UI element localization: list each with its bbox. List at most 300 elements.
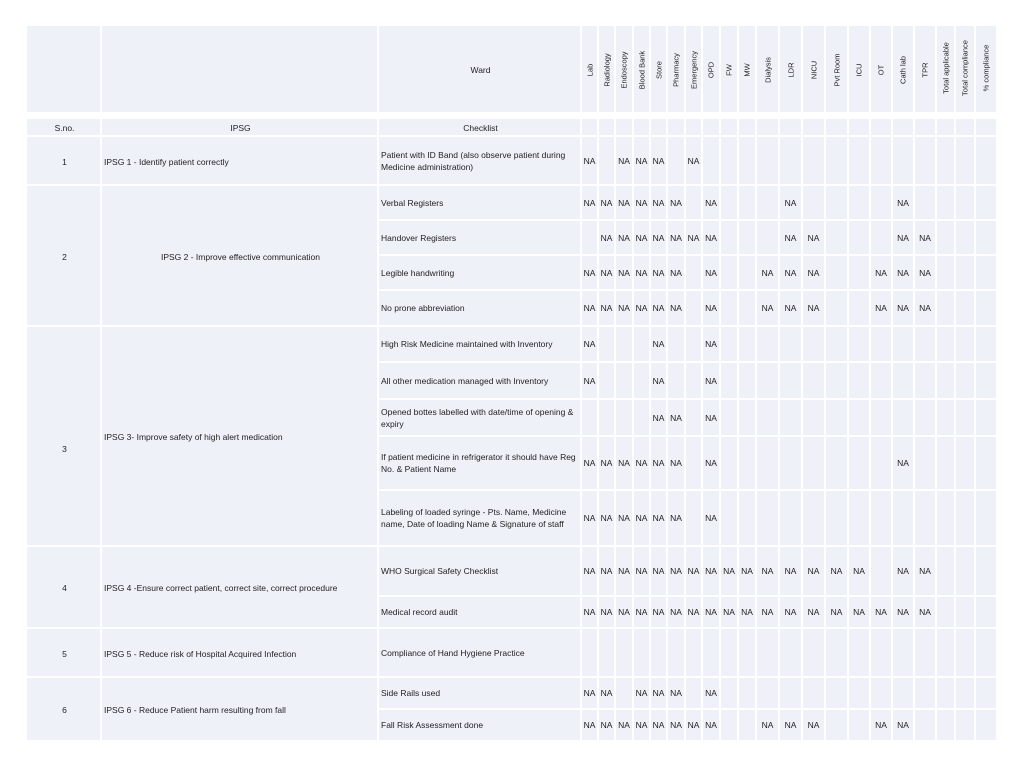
table-cell xyxy=(826,119,847,135)
table-cell xyxy=(803,363,824,398)
table-cell xyxy=(739,710,755,740)
table-cell xyxy=(956,327,974,361)
na-mark: NA xyxy=(652,458,665,468)
sno-value: 1 xyxy=(62,156,67,167)
table-cell xyxy=(871,186,891,219)
na-mark: NA xyxy=(687,566,700,576)
table-cell xyxy=(739,327,755,361)
na-mark: NA xyxy=(670,303,682,313)
table-cell xyxy=(739,256,755,289)
ward-column-header: Store xyxy=(654,61,663,79)
table-cell xyxy=(826,363,847,398)
table-cell xyxy=(721,491,737,545)
na-mark: NA xyxy=(761,607,774,617)
na-mark: NA xyxy=(919,267,931,278)
na-mark: NA xyxy=(897,197,909,208)
table-cell xyxy=(616,400,632,435)
checklist-item: Fall Risk Assessment done xyxy=(381,720,484,730)
table-cell xyxy=(634,119,649,135)
na-mark: NA xyxy=(635,607,648,617)
na-mark: NA xyxy=(618,232,630,243)
table-cell xyxy=(686,363,701,398)
na-mark: NA xyxy=(784,607,797,617)
na-mark: NA xyxy=(853,607,865,617)
table-cell xyxy=(686,327,701,361)
ward-column-header: Lab xyxy=(585,63,594,77)
table-cell xyxy=(686,186,701,219)
ipsg-header: IPSG xyxy=(230,123,251,133)
table-cell xyxy=(849,186,869,219)
sno-value: 4 xyxy=(62,583,67,593)
table-cell xyxy=(826,710,847,740)
checklist-item: Verbal Registers xyxy=(381,197,444,208)
table-cell xyxy=(956,186,974,219)
ward-column-header: Blood Bank xyxy=(637,50,646,90)
table-cell xyxy=(721,629,737,676)
table-cell xyxy=(956,678,974,708)
table-cell xyxy=(686,491,701,545)
table-cell xyxy=(849,400,869,435)
na-mark: NA xyxy=(784,720,797,730)
na-mark: NA xyxy=(583,339,596,349)
table-cell xyxy=(780,119,801,135)
table-cell xyxy=(780,437,801,489)
table-cell xyxy=(826,186,847,219)
table-cell xyxy=(976,221,996,254)
table-cell xyxy=(582,119,597,135)
table-cell xyxy=(803,327,824,361)
na-mark: NA xyxy=(705,303,717,313)
table-cell xyxy=(703,137,719,184)
table-cell xyxy=(915,363,935,398)
table-cell xyxy=(686,291,701,325)
table-cell xyxy=(915,400,935,435)
na-mark: NA xyxy=(618,513,630,523)
table-cell xyxy=(668,327,684,361)
table-cell xyxy=(937,629,954,676)
table-cell xyxy=(937,221,954,254)
na-mark: NA xyxy=(853,566,865,576)
na-mark: NA xyxy=(618,458,630,468)
table-cell xyxy=(893,629,913,676)
ipsg-name: IPSG 5 - Reduce risk of Hospital Acquired Infection xyxy=(104,648,297,659)
table-cell xyxy=(634,629,649,676)
table-cell xyxy=(976,547,996,595)
na-mark: NA xyxy=(705,197,717,208)
ipsg-name: IPSG 4 -Ensure correct patient, correct site, correct procedure xyxy=(104,583,338,593)
table-cell xyxy=(849,363,869,398)
table-cell xyxy=(849,678,869,708)
table-cell xyxy=(871,547,891,595)
na-mark: NA xyxy=(635,303,648,313)
na-mark: NA xyxy=(652,566,665,576)
table-cell xyxy=(893,678,913,708)
table-cell xyxy=(871,629,891,676)
na-mark: NA xyxy=(875,607,887,617)
table-cell xyxy=(757,327,778,361)
na-mark: NA xyxy=(652,513,665,523)
table-cell xyxy=(915,327,935,361)
table-cell xyxy=(616,678,632,708)
na-mark: NA xyxy=(618,155,630,166)
na-mark: NA xyxy=(670,688,682,698)
na-mark: NA xyxy=(723,566,735,576)
na-mark: NA xyxy=(652,375,665,386)
na-mark: NA xyxy=(583,155,596,166)
table-cell xyxy=(686,629,701,676)
table-cell xyxy=(739,137,755,184)
na-mark: NA xyxy=(705,267,717,278)
table-cell xyxy=(739,629,755,676)
ward-header: Ward xyxy=(470,65,491,75)
table-cell xyxy=(976,491,996,545)
table-cell xyxy=(976,119,996,135)
na-mark: NA xyxy=(635,513,648,523)
table-cell xyxy=(826,400,847,435)
na-mark: NA xyxy=(635,566,648,576)
table-cell xyxy=(937,678,954,708)
na-mark: NA xyxy=(705,688,717,698)
na-mark: NA xyxy=(919,607,931,617)
table-cell xyxy=(721,256,737,289)
checklist-item: No prone abbreviation xyxy=(381,303,465,313)
na-mark: NA xyxy=(919,232,931,243)
table-cell xyxy=(651,119,666,135)
table-cell xyxy=(721,400,737,435)
na-mark: NA xyxy=(807,566,820,576)
na-mark: NA xyxy=(670,267,682,278)
na-mark: NA xyxy=(652,155,665,166)
table-cell xyxy=(956,256,974,289)
table-cell xyxy=(780,491,801,545)
sno-value: 5 xyxy=(62,648,67,659)
table-cell xyxy=(893,327,913,361)
na-mark: NA xyxy=(761,267,774,278)
table-cell xyxy=(976,256,996,289)
table-cell xyxy=(976,363,996,398)
na-mark: NA xyxy=(600,607,613,617)
na-mark: NA xyxy=(583,566,596,576)
table-cell xyxy=(956,437,974,489)
na-mark: NA xyxy=(705,232,717,243)
table-cell xyxy=(849,629,869,676)
table-cell xyxy=(915,678,935,708)
table-cell xyxy=(582,221,597,254)
na-mark: NA xyxy=(705,339,717,349)
table-cell xyxy=(937,363,954,398)
table-cell xyxy=(582,629,597,676)
table-cell xyxy=(956,547,974,595)
na-mark: NA xyxy=(723,607,735,617)
table-cell xyxy=(721,710,737,740)
na-mark: NA xyxy=(705,412,717,423)
checklist-item: Legible handwriting xyxy=(381,267,455,278)
table-cell xyxy=(599,137,614,184)
na-mark: NA xyxy=(875,720,887,730)
table-cell xyxy=(721,221,737,254)
na-mark: NA xyxy=(652,688,665,698)
table-cell xyxy=(937,291,954,325)
table-cell xyxy=(739,186,755,219)
ward-column-header: TPR xyxy=(920,62,930,78)
table-cell xyxy=(757,137,778,184)
na-mark: NA xyxy=(670,720,682,730)
table-cell xyxy=(976,186,996,219)
ward-column-header: Total compliance xyxy=(960,40,970,96)
table-cell xyxy=(651,629,666,676)
table-cell xyxy=(634,400,649,435)
table-cell xyxy=(937,327,954,361)
table-cell xyxy=(915,491,935,545)
na-mark: NA xyxy=(784,303,797,313)
ward-column-header: % compliance xyxy=(981,44,991,92)
na-mark: NA xyxy=(583,197,596,208)
table-cell xyxy=(757,221,778,254)
table-cell xyxy=(599,629,614,676)
ward-column-header: OPD xyxy=(706,61,716,79)
table-cell xyxy=(803,137,824,184)
table-cell xyxy=(634,363,649,398)
ward-column-header: Cath lab xyxy=(898,56,908,84)
na-mark: NA xyxy=(687,155,700,166)
table-cell xyxy=(616,119,632,135)
table-cell xyxy=(915,629,935,676)
checklist-item: Medical record audit xyxy=(381,607,458,617)
na-mark: NA xyxy=(652,412,665,423)
table-cell xyxy=(668,629,684,676)
table-cell xyxy=(721,186,737,219)
table-cell xyxy=(937,710,954,740)
ward-column-header: NICU xyxy=(809,60,818,80)
na-mark: NA xyxy=(897,607,909,617)
table-cell xyxy=(739,400,755,435)
table-cell xyxy=(582,400,597,435)
table-cell xyxy=(937,186,954,219)
na-mark: NA xyxy=(897,303,909,313)
na-mark: NA xyxy=(761,303,774,313)
na-mark: NA xyxy=(807,607,820,617)
ward-column-header: MW xyxy=(742,63,752,77)
table-cell xyxy=(956,363,974,398)
table-cell xyxy=(780,363,801,398)
table-cell xyxy=(599,327,614,361)
na-mark: NA xyxy=(583,375,596,386)
na-mark: NA xyxy=(600,688,613,698)
table-cell xyxy=(721,291,737,325)
table-cell xyxy=(871,327,891,361)
table-cell xyxy=(871,400,891,435)
table-cell xyxy=(937,256,954,289)
table-cell xyxy=(976,710,996,740)
table-cell xyxy=(780,678,801,708)
na-mark: NA xyxy=(583,267,596,278)
table-cell xyxy=(956,491,974,545)
na-mark: NA xyxy=(897,458,909,468)
table-cell xyxy=(937,400,954,435)
table-cell xyxy=(956,597,974,627)
checklist-item: If patient medicine in refrigerator it should have Reg No. & Patient Name xyxy=(381,452,576,474)
na-mark: NA xyxy=(618,267,630,278)
table-cell xyxy=(893,491,913,545)
na-mark: NA xyxy=(807,720,820,730)
na-mark: NA xyxy=(618,303,630,313)
na-mark: NA xyxy=(761,720,774,730)
table-cell xyxy=(915,186,935,219)
table-cell xyxy=(721,363,737,398)
ipsg-name: IPSG 6 - Reduce Patient harm resulting from fall xyxy=(104,705,286,715)
table-cell xyxy=(721,119,737,135)
na-mark: NA xyxy=(670,607,682,617)
table-cell xyxy=(686,256,701,289)
table-cell xyxy=(686,119,701,135)
ward-column-header: OT xyxy=(876,64,886,76)
table-cell xyxy=(849,137,869,184)
na-mark: NA xyxy=(687,720,700,730)
table-cell xyxy=(893,363,913,398)
table-cell xyxy=(976,678,996,708)
na-mark: NA xyxy=(897,720,909,730)
table-cell xyxy=(803,186,824,219)
na-mark: NA xyxy=(784,566,797,576)
table-cell xyxy=(739,491,755,545)
table-cell xyxy=(739,678,755,708)
table-cell xyxy=(826,327,847,361)
na-mark: NA xyxy=(830,607,843,617)
ward-column-header: Emergency xyxy=(689,51,698,89)
table-cell xyxy=(976,137,996,184)
table-cell xyxy=(668,119,684,135)
table-cell xyxy=(803,437,824,489)
table-cell xyxy=(826,491,847,545)
table-cell xyxy=(757,629,778,676)
table-cell xyxy=(893,137,913,184)
na-mark: NA xyxy=(583,607,596,617)
na-mark: NA xyxy=(807,303,820,313)
na-mark: NA xyxy=(919,566,931,576)
table-cell xyxy=(703,629,719,676)
table-cell xyxy=(976,629,996,676)
table-cell xyxy=(757,400,778,435)
ward-column-header: Pharmacy xyxy=(671,53,681,87)
table-cell xyxy=(757,363,778,398)
na-mark: NA xyxy=(687,607,700,617)
na-mark: NA xyxy=(600,566,613,576)
table-cell xyxy=(780,137,801,184)
table-cell xyxy=(739,119,755,135)
na-mark: NA xyxy=(635,720,648,730)
ward-column-header: LDR xyxy=(786,62,795,78)
table-cell xyxy=(803,678,824,708)
table-cell xyxy=(915,119,935,135)
table-cell xyxy=(826,137,847,184)
table-cell xyxy=(616,629,632,676)
table-cell xyxy=(871,137,891,184)
na-mark: NA xyxy=(600,513,613,523)
table-cell xyxy=(739,437,755,489)
na-mark: NA xyxy=(652,232,665,243)
sno-value: 6 xyxy=(62,705,67,715)
table-cell xyxy=(849,256,869,289)
table-cell xyxy=(871,678,891,708)
na-mark: NA xyxy=(600,197,613,208)
table-cell xyxy=(780,629,801,676)
table-cell xyxy=(27,26,100,112)
table-cell xyxy=(937,119,954,135)
table-cell xyxy=(803,119,824,135)
table-cell xyxy=(871,491,891,545)
na-mark: NA xyxy=(583,458,596,468)
checklist-item: High Risk Medicine maintained with Inventory xyxy=(381,339,553,349)
na-mark: NA xyxy=(705,720,717,730)
checklist-header: Checklist xyxy=(463,123,498,133)
table-cell xyxy=(721,137,737,184)
na-mark: NA xyxy=(670,232,682,243)
table-cell xyxy=(757,437,778,489)
table-cell xyxy=(976,400,996,435)
table-cell xyxy=(757,678,778,708)
table-cell xyxy=(721,437,737,489)
na-mark: NA xyxy=(600,232,613,243)
table-cell xyxy=(937,437,954,489)
na-mark: NA xyxy=(600,303,613,313)
table-cell xyxy=(893,400,913,435)
na-mark: NA xyxy=(897,566,909,576)
table-cell xyxy=(849,491,869,545)
table-cell xyxy=(871,437,891,489)
ward-column-header: ICU xyxy=(854,63,864,77)
na-mark: NA xyxy=(670,458,682,468)
na-mark: NA xyxy=(635,232,648,243)
table-cell xyxy=(668,363,684,398)
table-cell xyxy=(826,291,847,325)
table-cell xyxy=(937,547,954,595)
na-mark: NA xyxy=(784,232,797,243)
na-mark: NA xyxy=(635,197,648,208)
checklist-item: Handover Registers xyxy=(381,232,457,243)
table-cell xyxy=(826,678,847,708)
ward-column-header: Radiology xyxy=(602,53,611,87)
ward-column-header: Dialysis xyxy=(763,57,772,83)
checklist-item: Compliance of Hand Hygiene Practice xyxy=(381,647,525,658)
na-mark: NA xyxy=(705,566,717,576)
ward-column-header: Endoscopy xyxy=(619,51,629,89)
na-mark: NA xyxy=(583,303,596,313)
na-mark: NA xyxy=(635,155,648,166)
na-mark: NA xyxy=(652,197,665,208)
table-cell xyxy=(871,363,891,398)
table-cell xyxy=(956,137,974,184)
na-mark: NA xyxy=(919,303,931,313)
na-mark: NA xyxy=(807,232,820,243)
table-cell xyxy=(956,629,974,676)
table-cell xyxy=(976,291,996,325)
table-cell xyxy=(599,363,614,398)
na-mark: NA xyxy=(635,267,648,278)
table-cell xyxy=(915,137,935,184)
table-cell xyxy=(757,491,778,545)
table-cell xyxy=(739,363,755,398)
table-cell xyxy=(703,119,719,135)
table-cell xyxy=(849,119,869,135)
table-cell xyxy=(826,437,847,489)
na-mark: NA xyxy=(705,513,717,523)
table-cell xyxy=(803,400,824,435)
na-mark: NA xyxy=(875,267,887,278)
na-mark: NA xyxy=(618,566,630,576)
table-cell xyxy=(849,710,869,740)
table-cell xyxy=(686,678,701,708)
table-cell xyxy=(686,400,701,435)
